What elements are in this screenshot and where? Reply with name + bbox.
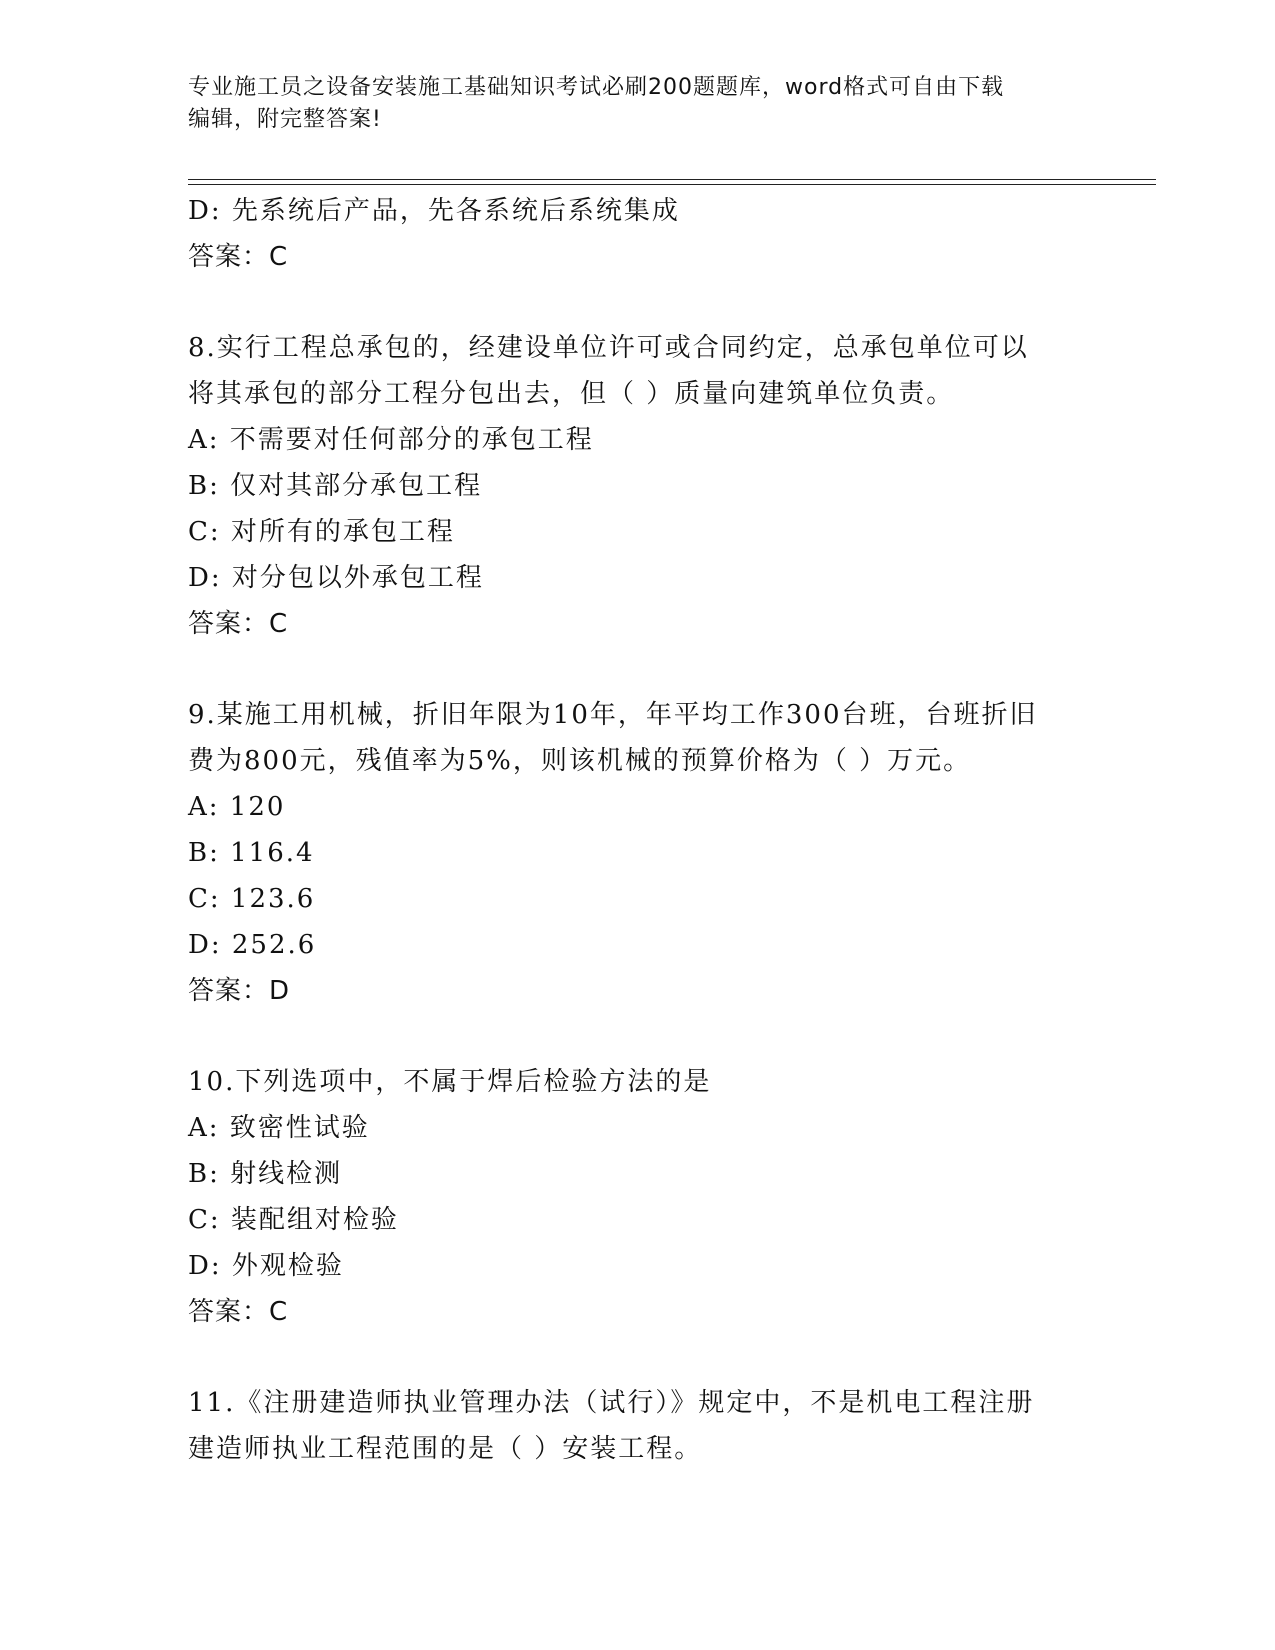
question-11 <box>188 1380 1088 1472</box>
question-stem-line: 9.某施工用机械，折旧年限为10年，年平均工作300台班，台班折旧 <box>188 700 1038 730</box>
header-divider-bottom <box>188 184 1156 185</box>
option-a: A: 120 <box>188 792 286 822</box>
answer-line: 答案：D <box>188 976 291 1006</box>
question-stem-line: 8.实行工程总承包的，经建设单位许可或合同约定，总承包单位可以 <box>188 333 1029 363</box>
option-d: D: 对分包以外承包工程 <box>188 563 484 593</box>
document-header <box>188 72 1088 136</box>
question-stem-line: 建造师执业工程范围的是（ ）安装工程。 <box>188 1434 703 1464</box>
option-d: D: 先系统后产品，先各系统后系统集成 <box>188 196 680 226</box>
option-b: B: 116.4 <box>188 838 315 868</box>
option-b: B: 仅对其部分承包工程 <box>188 471 483 501</box>
option-d: D: 252.6 <box>188 930 317 960</box>
answer-line: 答案：C <box>188 1297 289 1327</box>
option-a: A: 致密性试验 <box>188 1113 370 1143</box>
answer-line: 答案：C <box>188 242 289 272</box>
question-8 <box>188 325 1088 647</box>
answer-line: 答案：C <box>188 609 289 639</box>
question-9 <box>188 692 1088 1014</box>
option-d: D: 外观检验 <box>188 1251 344 1281</box>
previous-question-tail <box>188 188 1088 280</box>
question-stem-line: 将其承包的部分工程分包出去，但（ ）质量向建筑单位负责。 <box>188 379 955 409</box>
question-stem-line: 费为800元，残值率为5%，则该机械的预算价格为（ ）万元。 <box>188 746 972 776</box>
question-10 <box>188 1059 1088 1335</box>
header-line-1: 专业施工员之设备安装施工基础知识考试必刷200题题库，word格式可自由下载 <box>188 75 1005 100</box>
option-c: C: 123.6 <box>188 884 316 914</box>
question-stem-line: 11.《注册建造师执业管理办法（试行）》规定中，不是机电工程注册 <box>188 1388 1035 1418</box>
header-divider-top <box>188 179 1156 180</box>
question-stem-line: 10.下列选项中，不属于焊后检验方法的是 <box>188 1067 712 1097</box>
option-b: B: 射线检测 <box>188 1159 343 1189</box>
header-line-2: 编辑，附完整答案! <box>188 107 382 132</box>
option-a: A: 不需要对任何部分的承包工程 <box>188 425 594 455</box>
option-c: C: 装配组对检验 <box>188 1205 399 1235</box>
option-c: C: 对所有的承包工程 <box>188 517 455 547</box>
document-body <box>188 188 1088 1472</box>
